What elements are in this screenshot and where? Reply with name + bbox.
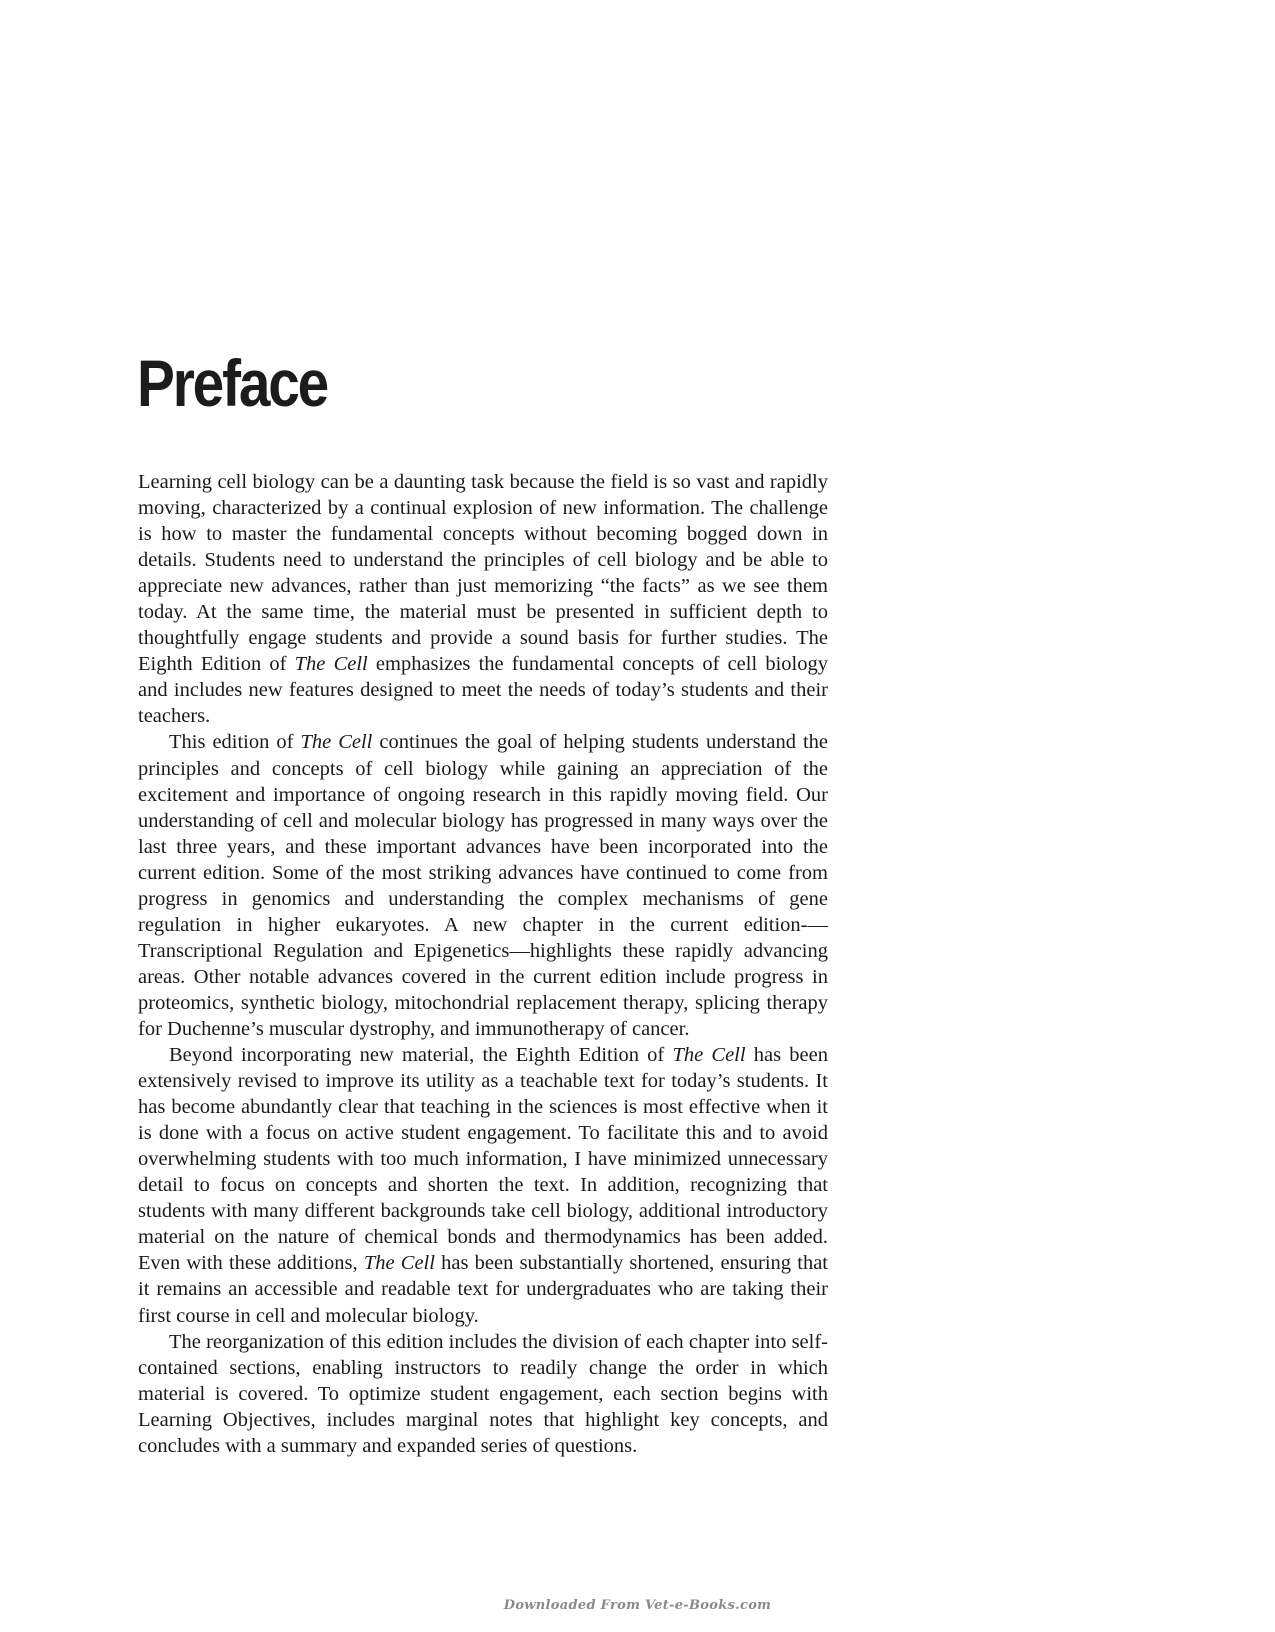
paragraph-1 — [138, 469, 828, 729]
preface-body — [138, 469, 828, 1459]
paragraph-2-text-b: continues the goal of helping students understand the principles and concepts of cell biology while gaining an appreciation of the excitement and importance of ongoing research in this rapidly moving field. Our understanding of cell and molecular biology has progressed in many ways over the last three years, and these important advances have been incorporated into the current edition. Some of the most striking advances have continued to come from progress in genomics and understanding the complex mechanisms of gene regulation in higher eukaryotes. A new chapter in the current edition-—Transcriptional Regulation and Epigenetics—highlights these rapidly advancing areas. Other notable advances covered in the current edition include progress in proteomics, synthetic biology, mitochondrial replacement therapy, splicing therapy for Duchenne’s muscular dystrophy, and immunotherapy of cancer. — [138, 731, 828, 1040]
paragraph-3-text-a: Beyond incorporating new material, the Eighth Edition of — [169, 1044, 673, 1067]
paragraph-2-text-a: This edition of — [169, 731, 301, 754]
book-title-italic: The Cell — [672, 1044, 746, 1067]
paragraph-3 — [138, 1042, 828, 1329]
paragraph-3-text-b: has been extensively revised to improve its utility as a teachable text for today’s students. It has become abundantly clear that teaching in the sciences is most effective when it is done with a focus on active student engagement. To facilitate this and to avoid overwhelming students with too much information, I have minimized unnecessary detail to focus on concepts and shorten the text. In addition, recognizing that students with many different backgrounds take cell biology, additional introductory material on the nature of chemical bonds and thermodynamics has been added. Even with these additions, — [138, 1044, 828, 1275]
paragraph-4 — [138, 1329, 828, 1459]
paragraph-3-text-c: has been substantially shortened, ensuring that it remains an accessible and readable text for undergraduates who are taking their first course in cell and molecular biology. — [138, 1252, 828, 1327]
book-title-italic: The Cell — [363, 1252, 435, 1275]
paragraph-2 — [138, 729, 828, 1042]
book-title-italic: The Cell — [300, 731, 373, 754]
paragraph-1-text-b: emphasizes the fundamental concepts of cell biology and includes new features designed to meet the needs of today’s students and their teachers. — [138, 653, 828, 728]
footer-watermark: Downloaded From Vet-e-Books.com — [503, 1598, 772, 1613]
paragraph-4-text: The reorganization of this edition includes the division of each chapter into self-contained sections, enabling instructors to readily change the order in which material is covered. To optimize student engagement, each section begins with Learning Objectives, includes marginal notes that highlight key concepts, and concludes with a summary and expanded series of questions. — [138, 1330, 828, 1457]
book-title-italic: The Cell — [294, 653, 368, 676]
paragraph-1-text-a: Learning cell biology can be a daunting task because the field is so vast and rapidly moving, characterized by a continual explosion of new information. The challenge is how to master the fundamental concepts without becoming bogged down in details. Students need to understand the principles of cell biology and be able to appreciate new advances, rather than just memorizing “the facts” as we see them today. At the same time, the material must be presented in sufficient depth to thoughtfully engage students and provide a sound basis for further studies. The Eighth Edition of — [138, 471, 828, 676]
page-title: Preface — [137, 346, 328, 420]
